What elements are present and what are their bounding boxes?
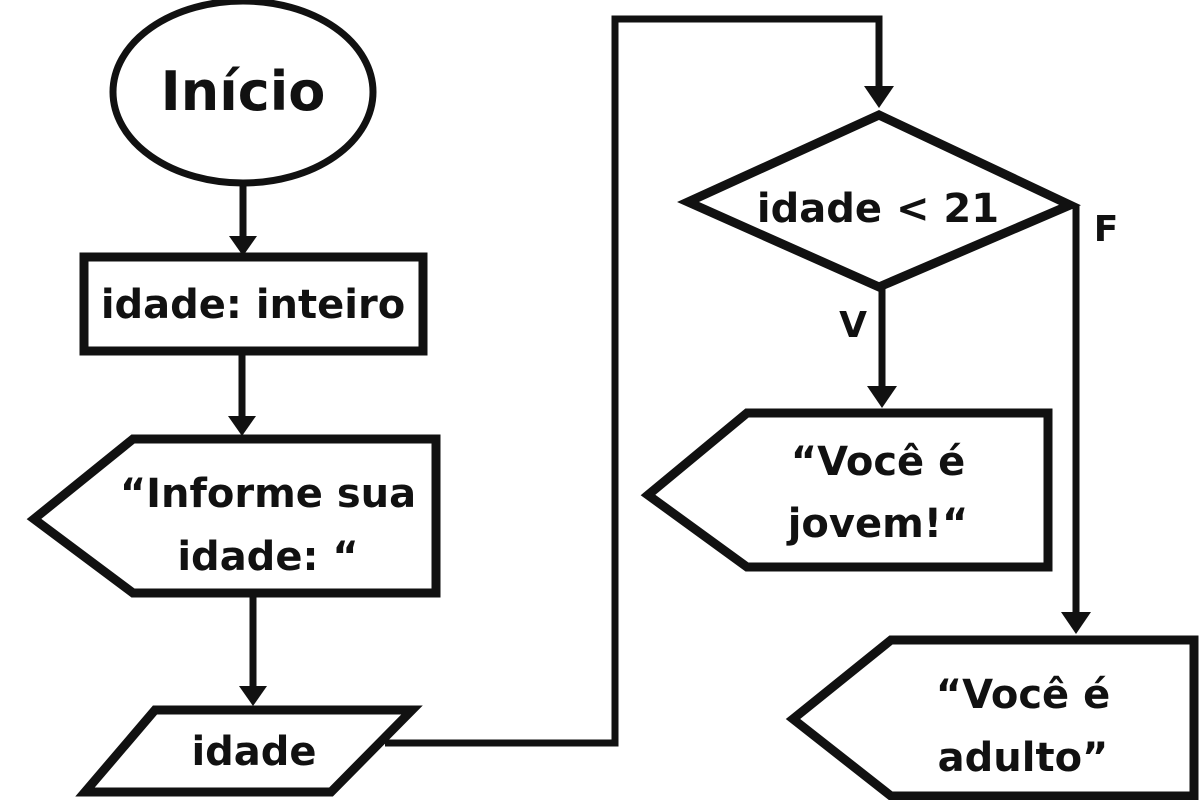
prompt-line-2: idade: “ [177, 534, 359, 580]
prompt-line-1: “Informe sua [119, 471, 417, 517]
connector-input-to-decision [385, 19, 894, 743]
input-label: idade [191, 729, 317, 775]
decision-diamond [688, 115, 1070, 287]
connector-decision-false [1061, 205, 1091, 634]
true-branch-label: V [839, 305, 867, 346]
decision-label: idade < 21 [756, 186, 1000, 232]
connector-declaration-to-prompt [228, 352, 256, 436]
output-adult-line-1: “Você é [935, 672, 1111, 718]
false-branch-label: F [1093, 209, 1119, 250]
connector-decision-true [867, 286, 897, 408]
declaration-box [84, 257, 423, 351]
output-adult-line-2: adulto” [937, 735, 1109, 781]
start-terminal [113, 1, 373, 183]
start-label: Início [160, 60, 326, 123]
output-young-display [648, 413, 1048, 567]
output-young-line-1: “Você é [790, 439, 966, 485]
connector-start-to-declaration [229, 184, 257, 256]
prompt-display [34, 439, 436, 593]
connector-prompt-to-input [239, 595, 267, 706]
declaration-label: idade: inteiro [100, 282, 406, 328]
output-young-line-2: jovem!“ [787, 501, 969, 547]
input-shape [85, 710, 412, 792]
output-adult-display [793, 640, 1194, 796]
